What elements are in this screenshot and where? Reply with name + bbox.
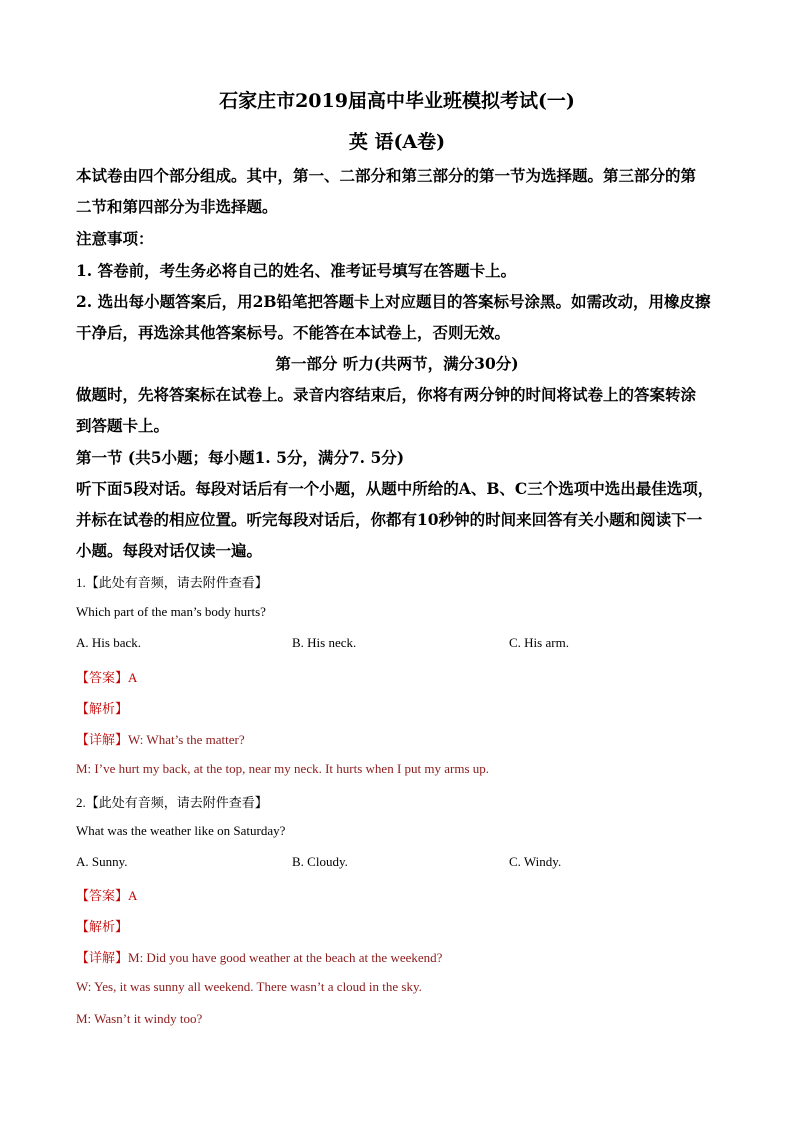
- intro-line-1: 本试卷由四个部分组成。其中，第一、二部分和第三部分的第一节为选择题。第三部分的第: [76, 166, 697, 185]
- q1-answer: [76, 667, 137, 686]
- exam-subtitle: 英 语(A卷): [348, 131, 446, 153]
- q1-detail-line-1: [76, 729, 245, 748]
- q1-answer-value: A: [128, 670, 138, 685]
- section1-instruction-line-1: 听下面5段对话。每段对话后有一个小题，从题中所给的A、B、C三个选项中选出最佳选项，: [76, 479, 714, 498]
- section1-instruction-line-3: 小题。每段对话仅读一遍。: [76, 541, 263, 560]
- intro-line-2: 二节和第四部分为非选择题。: [76, 197, 278, 216]
- q2-option-c: C. Windy.: [509, 854, 562, 869]
- q2-detail-label: 【详解】: [76, 950, 129, 965]
- q1-number: 1.【此处有音频，请去附件查看】: [76, 575, 268, 590]
- q1-analysis-label: 【解析】: [76, 701, 129, 716]
- part1-instruction-line-2: 到答题卡上。: [76, 416, 170, 435]
- notes-item-2-line-1: 2. 选出每小题答案后，用2B铅笔把答题卡上对应题目的答案标号涂黑。如需改动，用橡皮擦: [76, 292, 711, 311]
- section1-heading: 第一节 (共5小题；每小题1. 5分，满分7. 5分): [76, 448, 405, 467]
- notes-item-1: 1. 答卷前，考生务必将自己的姓名、准考证号填写在答题卡上。: [76, 261, 517, 280]
- q1-answer-label: 【答案】: [76, 670, 129, 685]
- q2-number: 2.【此处有音频，请去附件查看】: [76, 795, 268, 810]
- part1-heading: 第一部分 听力(共两节，满分30分): [275, 354, 519, 373]
- q1-detail-line-2: M: I’ve hurt my back, at the top, near my neck. It hurts when I put my arms up.: [76, 761, 490, 776]
- q2-answer-label: 【答案】: [76, 888, 129, 903]
- q1-option-a: A. His back.: [76, 635, 141, 650]
- q1-question: Which part of the man’s body hurts?: [76, 604, 266, 619]
- q2-detail-line-3: M: Wasn’t it windy too?: [76, 1011, 203, 1026]
- notes-item-2-line-2: 干净后，再选涂其他答案标号。不能答在本试卷上，否则无效。: [76, 323, 511, 342]
- q2-detail-line-1: [76, 947, 442, 966]
- q2-detail-text-1: M: Did you have good weather at the beach at the weekend?: [128, 950, 443, 965]
- q1-option-b: B. His neck.: [292, 635, 357, 650]
- q2-answer-value: A: [128, 888, 138, 903]
- part1-instruction-line-1: 做题时，先将答案标在试卷上。录音内容结束后，你将有两分钟的时间将试卷上的答案转涂: [76, 385, 697, 404]
- q2-answer: [76, 885, 137, 904]
- q2-option-a: A. Sunny.: [76, 854, 128, 869]
- q2-detail-line-2: W: Yes, it was sunny all weekend. There wasn’t a cloud in the sky.: [76, 979, 422, 994]
- notes-heading: 注意事项：: [76, 229, 154, 248]
- q1-detail-label: 【详解】: [76, 732, 129, 747]
- q2-option-b: B. Cloudy.: [292, 854, 348, 869]
- exam-title: 石家庄市2019届高中毕业班模拟考试(一): [219, 90, 575, 112]
- q2-question: What was the weather like on Saturday?: [76, 823, 286, 838]
- section1-instruction-line-2: 并标在试卷的相应位置。听完每段对话后，你都有10秒钟的时间来回答有关小题和阅读下一: [76, 510, 703, 529]
- q1-option-c: C. His arm.: [509, 635, 569, 650]
- q1-detail-text-1: W: What’s the matter?: [128, 732, 245, 747]
- q2-analysis-label: 【解析】: [76, 919, 129, 934]
